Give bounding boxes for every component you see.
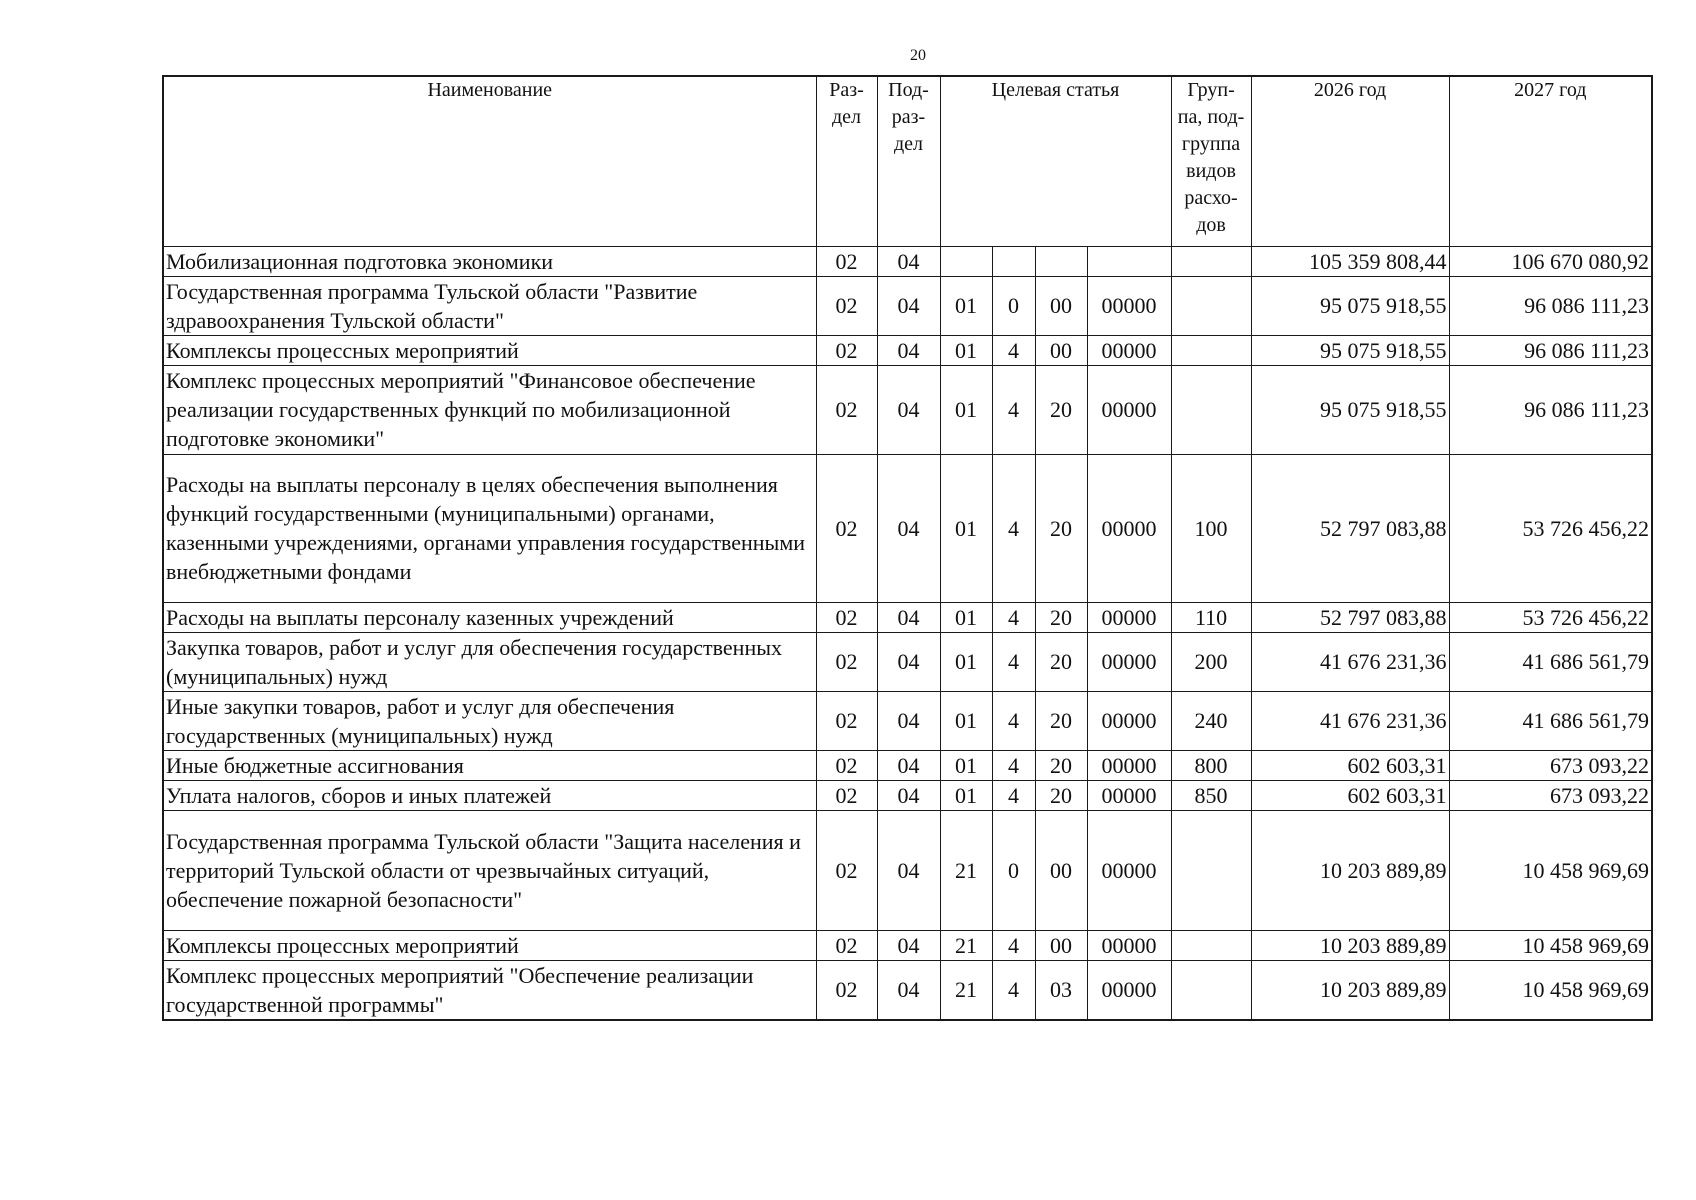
header-name: Наименование: [163, 76, 816, 246]
header-razdel-line: дел: [831, 106, 862, 128]
row-name: Мобилизационная подготовка экономики: [163, 246, 816, 276]
header-razdel-line: Раз-: [829, 79, 864, 101]
table-row: [163, 246, 1652, 276]
row-target-direction: 00000: [1087, 632, 1171, 691]
row-target-complex: 00: [1035, 930, 1087, 960]
header-group-line: дов: [1196, 214, 1226, 236]
row-value-2027: 96 086 111,23: [1449, 365, 1652, 454]
row-target-program: 01: [940, 365, 992, 454]
row-target-program: 01: [940, 454, 992, 602]
row-target-complex: 00: [1035, 335, 1087, 365]
row-target-type: 4: [992, 960, 1035, 1020]
row-target-program: 01: [940, 691, 992, 750]
header-expense-group: [1171, 76, 1251, 246]
row-value-2027: 10 458 969,69: [1449, 930, 1652, 960]
row-expense-group: [1171, 960, 1251, 1020]
row-razdel: 02: [816, 810, 877, 930]
row-target-direction: 00000: [1087, 365, 1171, 454]
row-expense-group: [1171, 930, 1251, 960]
header-target-article: Целевая статья: [940, 76, 1171, 246]
header-group-line: группа: [1181, 133, 1241, 155]
row-value-2027: 53 726 456,22: [1449, 602, 1652, 632]
row-expense-group: [1171, 810, 1251, 930]
row-podrazdel: 04: [877, 960, 940, 1020]
row-target-type: 4: [992, 335, 1035, 365]
row-expense-group: 100: [1171, 454, 1251, 602]
table-row: [163, 810, 1652, 930]
row-target-type: 0: [992, 276, 1035, 335]
row-podrazdel: 04: [877, 246, 940, 276]
row-name: Комплекс процессных мероприятий "Финансовое обеспечение реализации государственных функций по мобилизационной подготовке экономики": [163, 365, 816, 454]
row-podrazdel: 04: [877, 454, 940, 602]
table-row: [163, 602, 1652, 632]
row-target-program: [940, 246, 992, 276]
row-target-program: 01: [940, 276, 992, 335]
row-target-program: 21: [940, 810, 992, 930]
row-value-2027: 96 086 111,23: [1449, 335, 1652, 365]
row-razdel: 02: [816, 335, 877, 365]
row-podrazdel: 04: [877, 632, 940, 691]
budget-table: [162, 75, 1653, 1021]
row-expense-group: [1171, 365, 1251, 454]
row-expense-group: [1171, 276, 1251, 335]
row-value-2027: 53 726 456,22: [1449, 454, 1652, 602]
row-value-2027: 673 093,22: [1449, 750, 1652, 780]
row-expense-group: 240: [1171, 691, 1251, 750]
row-podrazdel: 04: [877, 750, 940, 780]
table-row: [163, 691, 1652, 750]
row-podrazdel: 04: [877, 276, 940, 335]
row-value-2026: 52 797 083,88: [1251, 454, 1449, 602]
row-expense-group: [1171, 246, 1251, 276]
row-podrazdel: 04: [877, 691, 940, 750]
row-podrazdel: 04: [877, 602, 940, 632]
row-podrazdel: 04: [877, 335, 940, 365]
header-podrazdel-line: Под-: [888, 79, 929, 101]
table-row: [163, 335, 1652, 365]
row-expense-group: 200: [1171, 632, 1251, 691]
header-podrazdel-line: дел: [893, 133, 924, 155]
row-target-type: 4: [992, 632, 1035, 691]
table-row: [163, 632, 1652, 691]
row-target-type: [992, 246, 1035, 276]
row-target-complex: 20: [1035, 365, 1087, 454]
row-target-program: 01: [940, 750, 992, 780]
header-group-line: видов: [1186, 160, 1236, 182]
table-row: [163, 454, 1652, 602]
row-name: Уплата налогов, сборов и иных платежей: [163, 780, 816, 810]
row-target-complex: [1035, 246, 1087, 276]
row-target-complex: 03: [1035, 960, 1087, 1020]
row-value-2026: 10 203 889,89: [1251, 810, 1449, 930]
row-value-2026: 602 603,31: [1251, 750, 1449, 780]
row-target-complex: 20: [1035, 691, 1087, 750]
row-value-2027: 106 670 080,92: [1449, 246, 1652, 276]
row-target-program: 01: [940, 632, 992, 691]
row-target-type: 4: [992, 780, 1035, 810]
header-podrazdel: [877, 76, 940, 246]
row-value-2027: 10 458 969,69: [1449, 810, 1652, 930]
row-target-type: 4: [992, 365, 1035, 454]
row-target-direction: [1087, 246, 1171, 276]
row-name: Государственная программа Тульской области "Развитие здравоохранения Тульской области": [163, 276, 816, 335]
table-row: [163, 960, 1652, 1020]
header-group-line: па, под-: [1177, 106, 1245, 128]
row-razdel: 02: [816, 750, 877, 780]
row-podrazdel: 04: [877, 810, 940, 930]
row-target-complex: 20: [1035, 632, 1087, 691]
row-target-type: 4: [992, 691, 1035, 750]
row-razdel: 02: [816, 780, 877, 810]
row-target-direction: 00000: [1087, 930, 1171, 960]
row-value-2027: 41 686 561,79: [1449, 691, 1652, 750]
row-target-direction: 00000: [1087, 780, 1171, 810]
row-name: Закупка товаров, работ и услуг для обеспечения государственных (муниципальных) нужд: [163, 632, 816, 691]
row-target-complex: 00: [1035, 810, 1087, 930]
row-name: Государственная программа Тульской области "Защита населения и территорий Тульской области от чрезвычайных ситуаций, обеспечение пожарной безопасности": [163, 810, 816, 930]
row-podrazdel: 04: [877, 365, 940, 454]
row-target-program: 21: [940, 960, 992, 1020]
row-target-program: 01: [940, 780, 992, 810]
row-target-direction: 00000: [1087, 691, 1171, 750]
row-target-type: 0: [992, 810, 1035, 930]
row-value-2026: 95 075 918,55: [1251, 335, 1449, 365]
table-row: [163, 750, 1652, 780]
row-target-direction: 00000: [1087, 454, 1171, 602]
row-value-2027: 673 093,22: [1449, 780, 1652, 810]
header-row: [163, 76, 1652, 246]
row-target-type: 4: [992, 454, 1035, 602]
row-target-program: 21: [940, 930, 992, 960]
row-podrazdel: 04: [877, 930, 940, 960]
row-razdel: 02: [816, 602, 877, 632]
row-value-2026: 95 075 918,55: [1251, 365, 1449, 454]
row-expense-group: 110: [1171, 602, 1251, 632]
row-name: Расходы на выплаты персоналу в целях обеспечения выполнения функций государственными (муниципальными) органами, казенными учреждениями, органами управления государственными внебюджетными фондами: [163, 454, 816, 602]
row-expense-group: 800: [1171, 750, 1251, 780]
row-target-type: 4: [992, 930, 1035, 960]
row-target-type: 4: [992, 602, 1035, 632]
header-2026: 2026 год: [1251, 76, 1449, 246]
header-group-line: Груп-: [1187, 79, 1235, 101]
table-row: [163, 780, 1652, 810]
row-value-2027: 96 086 111,23: [1449, 276, 1652, 335]
row-target-direction: 00000: [1087, 960, 1171, 1020]
row-expense-group: [1171, 335, 1251, 365]
row-razdel: 02: [816, 276, 877, 335]
row-name: Комплексы процессных мероприятий: [163, 335, 816, 365]
row-target-direction: 00000: [1087, 602, 1171, 632]
row-razdel: 02: [816, 454, 877, 602]
row-target-program: 01: [940, 335, 992, 365]
row-value-2026: 10 203 889,89: [1251, 960, 1449, 1020]
table-row: [163, 930, 1652, 960]
row-target-direction: 00000: [1087, 335, 1171, 365]
header-razdel: [816, 76, 877, 246]
row-name: Комплекс процессных мероприятий "Обеспечение реализации государственной программы": [163, 960, 816, 1020]
table-row: [163, 276, 1652, 335]
row-target-direction: 00000: [1087, 750, 1171, 780]
row-expense-group: 850: [1171, 780, 1251, 810]
header-2027: 2027 год: [1449, 76, 1652, 246]
row-name: Иные закупки товаров, работ и услуг для обеспечения государственных (муниципальных) нужд: [163, 691, 816, 750]
row-razdel: 02: [816, 691, 877, 750]
row-target-direction: 00000: [1087, 276, 1171, 335]
row-podrazdel: 04: [877, 780, 940, 810]
row-value-2027: 41 686 561,79: [1449, 632, 1652, 691]
row-value-2026: 41 676 231,36: [1251, 632, 1449, 691]
row-razdel: 02: [816, 632, 877, 691]
row-target-program: 01: [940, 602, 992, 632]
row-target-complex: 00: [1035, 276, 1087, 335]
row-target-complex: 20: [1035, 780, 1087, 810]
row-name: Расходы на выплаты персоналу казенных учреждений: [163, 602, 816, 632]
row-razdel: 02: [816, 960, 877, 1020]
row-target-direction: 00000: [1087, 810, 1171, 930]
row-target-type: 4: [992, 750, 1035, 780]
row-value-2026: 105 359 808,44: [1251, 246, 1449, 276]
row-name: Иные бюджетные ассигнования: [163, 750, 816, 780]
row-value-2026: 95 075 918,55: [1251, 276, 1449, 335]
header-group-line: расхо-: [1184, 187, 1238, 209]
row-value-2027: 10 458 969,69: [1449, 960, 1652, 1020]
table-row: [163, 365, 1652, 454]
row-target-complex: 20: [1035, 750, 1087, 780]
row-name: Комплексы процессных мероприятий: [163, 930, 816, 960]
row-value-2026: 10 203 889,89: [1251, 930, 1449, 960]
row-target-complex: 20: [1035, 602, 1087, 632]
row-razdel: 02: [816, 365, 877, 454]
header-podrazdel-line: раз-: [891, 106, 926, 128]
row-razdel: 02: [816, 246, 877, 276]
row-value-2026: 41 676 231,36: [1251, 691, 1449, 750]
row-value-2026: 52 797 083,88: [1251, 602, 1449, 632]
row-razdel: 02: [816, 930, 877, 960]
row-value-2026: 602 603,31: [1251, 780, 1449, 810]
page-number: 20: [910, 47, 926, 64]
row-target-complex: 20: [1035, 454, 1087, 602]
